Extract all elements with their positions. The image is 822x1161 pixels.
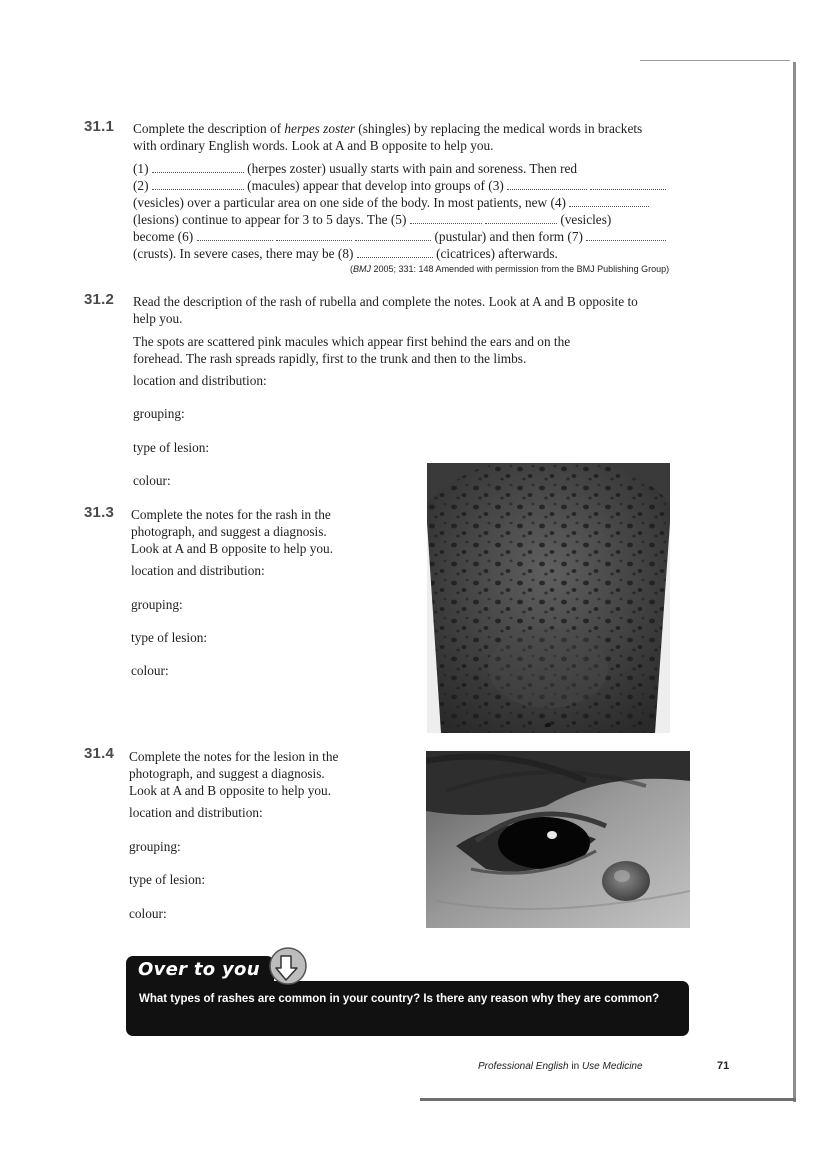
gap-1[interactable] bbox=[152, 161, 244, 173]
exercise-number-31-2: 31.2 bbox=[84, 291, 114, 308]
ex31-4-location-field: location and distribution: bbox=[129, 805, 263, 820]
over-to-you-panel bbox=[126, 981, 689, 1036]
gap-6b[interactable] bbox=[276, 229, 352, 241]
ex31-1-line-3 bbox=[133, 194, 649, 211]
gap-3a[interactable] bbox=[507, 178, 587, 190]
book-title-a: Professional English bbox=[478, 1061, 569, 1072]
gap-6c[interactable] bbox=[355, 229, 431, 241]
ex31-4-instruction-line1: Complete the notes for the lesion in the bbox=[129, 749, 339, 764]
gap-3b[interactable] bbox=[590, 178, 666, 190]
ex31-4-colour-field: colour: bbox=[129, 906, 167, 921]
book-title-b: Use Medicine bbox=[581, 1061, 643, 1072]
page-edge-bottom bbox=[420, 1098, 796, 1101]
rubella-description-line1: The spots are scattered pink macules which appear first behind the ears and on the bbox=[133, 334, 571, 349]
ex31-2-grouping-field: grouping: bbox=[133, 406, 185, 421]
ex31-2-instruction-line1: Read the description of the rash of rubella and complete the notes. Look at A and B opposite to bbox=[133, 294, 638, 309]
ex31-1-line-1-text: (herpes zoster) usually starts with pain and soreness. Then red bbox=[247, 161, 578, 176]
ex31-1-line-5-a: become (6) bbox=[133, 229, 194, 244]
ex31-1-line-5-b: (pustular) and then form (7) bbox=[434, 229, 583, 244]
over-to-you-title: Over to you bbox=[138, 959, 260, 980]
exercise-number-31-3: 31.3 bbox=[84, 504, 114, 521]
ex31-3-colour-field: colour: bbox=[131, 663, 169, 678]
ex31-1-instr-a: Complete the description of bbox=[133, 121, 285, 136]
ex31-1-line-6-a: (crusts). In severe cases, there may be (8) bbox=[133, 246, 354, 261]
ex31-4-instruction-line3: Look at A and B opposite to help you. bbox=[129, 783, 332, 798]
gap-2[interactable] bbox=[152, 178, 244, 190]
rash-photo-svg bbox=[427, 463, 670, 733]
ex31-1-line-4-end: (vesicles) bbox=[560, 212, 612, 227]
page-edge-right bbox=[793, 62, 796, 1102]
credit-rest: 2005; 331: 148 Amended with permission from the BMJ Publishing Group) bbox=[371, 264, 670, 274]
exercise-number-31-4: 31.4 bbox=[84, 745, 114, 762]
ex31-4-grouping-field: grouping: bbox=[129, 839, 181, 854]
rubella-description-line2: forehead. The rash spreads rapidly, first to the trunk and then to the limbs. bbox=[133, 351, 527, 366]
gap-5a[interactable] bbox=[410, 212, 482, 224]
eye-lesion-photo bbox=[426, 751, 690, 928]
ex31-3-instruction-line2: photograph, and suggest a diagnosis. bbox=[131, 524, 327, 539]
ex31-3-instruction-line3: Look at A and B opposite to help you. bbox=[131, 541, 334, 556]
gap-5b[interactable] bbox=[485, 212, 557, 224]
ex31-3-instruction-line1: Complete the notes for the rash in the bbox=[131, 507, 331, 522]
ex31-2-instruction-line2: help you. bbox=[133, 311, 183, 326]
ex31-1-term: herpes zoster bbox=[284, 121, 355, 136]
ex31-1-line-4 bbox=[133, 211, 611, 228]
credit-journal: BMJ bbox=[353, 264, 371, 274]
ex31-1-line-6 bbox=[133, 245, 558, 262]
ex31-1-instruction-line2: with ordinary English words. Look at A and B opposite to help you. bbox=[133, 138, 494, 153]
page-number: 71 bbox=[717, 1060, 730, 1072]
page-edge-top bbox=[640, 60, 790, 61]
gap-label-2: (2) bbox=[133, 178, 149, 193]
pointing-hand-icon-svg bbox=[268, 946, 308, 986]
bmj-credit: (BMJ 2005; 331: 148 Amended with permission from the BMJ Publishing Group) bbox=[350, 264, 670, 274]
ex31-1-line-2-text: (macules) appear that develop into groups of (3) bbox=[247, 178, 504, 193]
ex31-1-line-2 bbox=[133, 177, 666, 194]
ex31-3-type-field: type of lesion: bbox=[131, 630, 208, 645]
ex31-3-location-field: location and distribution: bbox=[131, 563, 265, 578]
ex31-3-grouping-field: grouping: bbox=[131, 597, 183, 612]
gap-7[interactable] bbox=[586, 229, 666, 241]
book-title-in: in bbox=[568, 1061, 582, 1072]
gap-label-1: (1) bbox=[133, 161, 149, 176]
ex31-1-line-4-text: (lesions) continue to appear for 3 to 5 days. The (5) bbox=[133, 212, 407, 227]
gap-6a[interactable] bbox=[197, 229, 273, 241]
ex31-1-line-1 bbox=[133, 160, 577, 177]
ex31-1-instruction-line1 bbox=[133, 120, 642, 137]
eye-lesion-photo-svg bbox=[426, 751, 690, 928]
over-to-you-question: What types of rashes are common in your country? Is there any reason why they are common? bbox=[139, 993, 660, 1005]
ex31-1-line-6-b: (cicatrices) afterwards. bbox=[436, 246, 558, 261]
ex31-2-type-field: type of lesion: bbox=[133, 440, 210, 455]
ex31-4-instruction-line2: photograph, and suggest a diagnosis. bbox=[129, 766, 325, 781]
pointing-hand-icon bbox=[268, 946, 308, 986]
gap-4[interactable] bbox=[569, 195, 649, 207]
ex31-4-type-field: type of lesion: bbox=[129, 872, 206, 887]
ex31-1-instr-b: (shingles) by replacing the medical words in brackets bbox=[354, 121, 643, 136]
book-title bbox=[478, 1061, 643, 1072]
ex31-1-line-3-text: (vesicles) over a particular area on one side of the body. In most patients, new (4) bbox=[133, 195, 566, 210]
ex31-2-location-field: location and distribution: bbox=[133, 373, 267, 388]
ex31-2-colour-field: colour: bbox=[133, 473, 171, 488]
ex31-1-line-5 bbox=[133, 228, 666, 245]
exercise-number-31-1: 31.1 bbox=[84, 118, 114, 135]
gap-8[interactable] bbox=[357, 246, 433, 258]
rash-photo bbox=[427, 463, 670, 733]
